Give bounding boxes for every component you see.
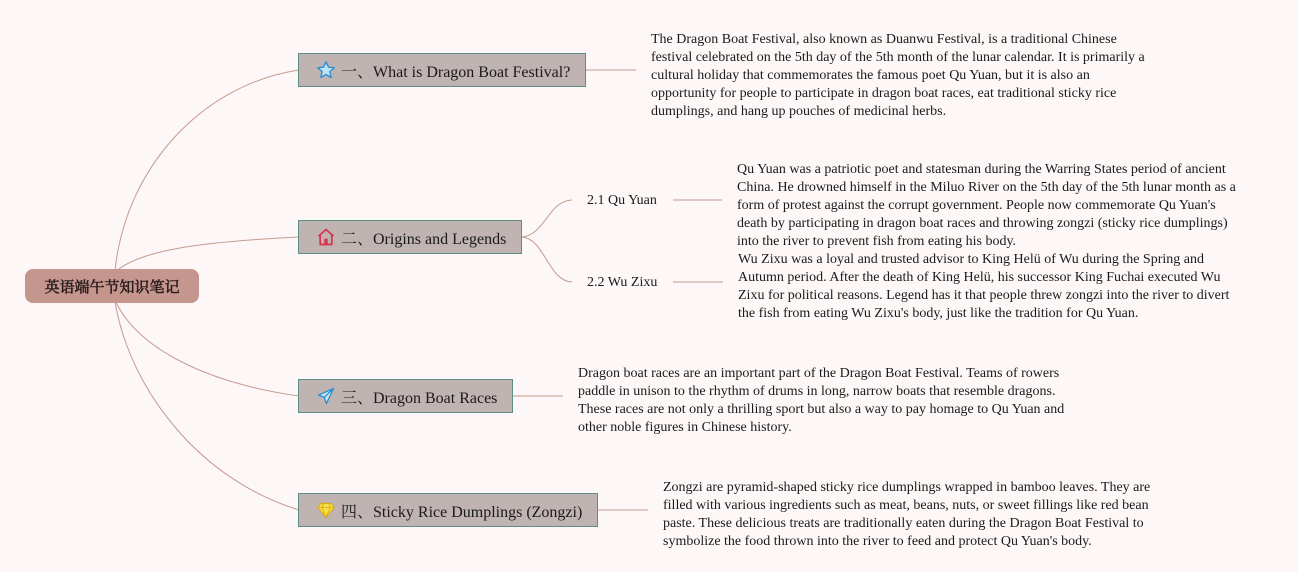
note-topic-1: The Dragon Boat Festival, also known as Duanwu Festival, is a traditional Chinese festival celebrated on the 5th day of the 5th month of the lunar calendar. It is primarily a cultural holiday that commemorates the famous poet Qu Yuan, but it is also an opportunity for people to participate in dragon boat races, eat traditional sticky rice dumplings, and hang up pouches of medicinal herbs. [651,32,1145,119]
connector-topic-2-sub-1 [522,200,572,237]
connector-root-topic-4 [115,302,299,510]
root-label: 英语端午节知识笔记 [44,277,180,296]
topic-origins-and-legends[interactable] [298,220,522,254]
paper-plane-icon [315,385,337,407]
house-icon [315,226,337,248]
note-wu-zixu: Wu Zixu was a loyal and trusted advisor to King Helü of Wu during the Spring and Autumn period. After the death of King Helü, his successor King Fuchai executed Wu Zixu for political reasons. Legend has it that people threw zongzi into the river to divert the fish from eating Wu Zixu's body, just like the tradition for Qu Yuan. [738,252,1230,321]
connector-root-topic-1 [115,70,299,271]
topic-label: 二、Origins and Legends [341,230,507,248]
topic-what-is-dragon-boat-festival[interactable] [298,53,586,87]
subtopic-qu-yuan[interactable]: 2.1 Qu Yuan [587,193,657,208]
topic-dragon-boat-races[interactable] [298,379,513,413]
topic-label: 四、Sticky Rice Dumplings (Zongzi) [341,503,583,521]
topic-label: 三、Dragon Boat Races [341,389,498,407]
connector-root-topic-2 [115,237,299,272]
topic-sticky-rice-dumplings[interactable] [298,493,598,527]
note-topic-4: Zongzi are pyramid-shaped sticky rice dumplings wrapped in bamboo leaves. They are filled with various ingredients such as meat, beans, nuts, or sweet fillings like red bean paste. These delicious treats are traditionally eaten during the Dragon Boat Festival to symbolize the food thrown into the river to feed and protect Qu Yuan's body. [663,480,1151,549]
connector-root-topic-3 [115,300,299,396]
subtopic-wu-zixu[interactable]: 2.2 Wu Zixu [587,275,658,290]
connector-topic-2-sub-2 [522,237,572,282]
note-qu-yuan: Qu Yuan was a patriotic poet and statesman during the Warring States period of ancient China. He drowned himself in the Miluo River on the 5th day of the 5th lunar month as a form of protest against the corrupt government. People now commemorate Qu Yuan's death by participating in dragon boat races and throwing zongzi (sticky rice dumplings) into the river to prevent fish from eating his body. [737,162,1236,249]
note-topic-3: Dragon boat races are an important part of the Dragon Boat Festival. Teams of rowers paddle in unison to the rhythm of drums in long, narrow boats that resemble dragons. These races are not only a thrilling sport but also a way to pay homage to Qu Yuan and other noble figures in Chinese history. [578,366,1065,435]
root-node[interactable] [25,269,199,303]
star-icon [315,59,337,81]
diamond-icon [315,499,337,521]
topic-label: 一、What is Dragon Boat Festival? [341,63,571,81]
